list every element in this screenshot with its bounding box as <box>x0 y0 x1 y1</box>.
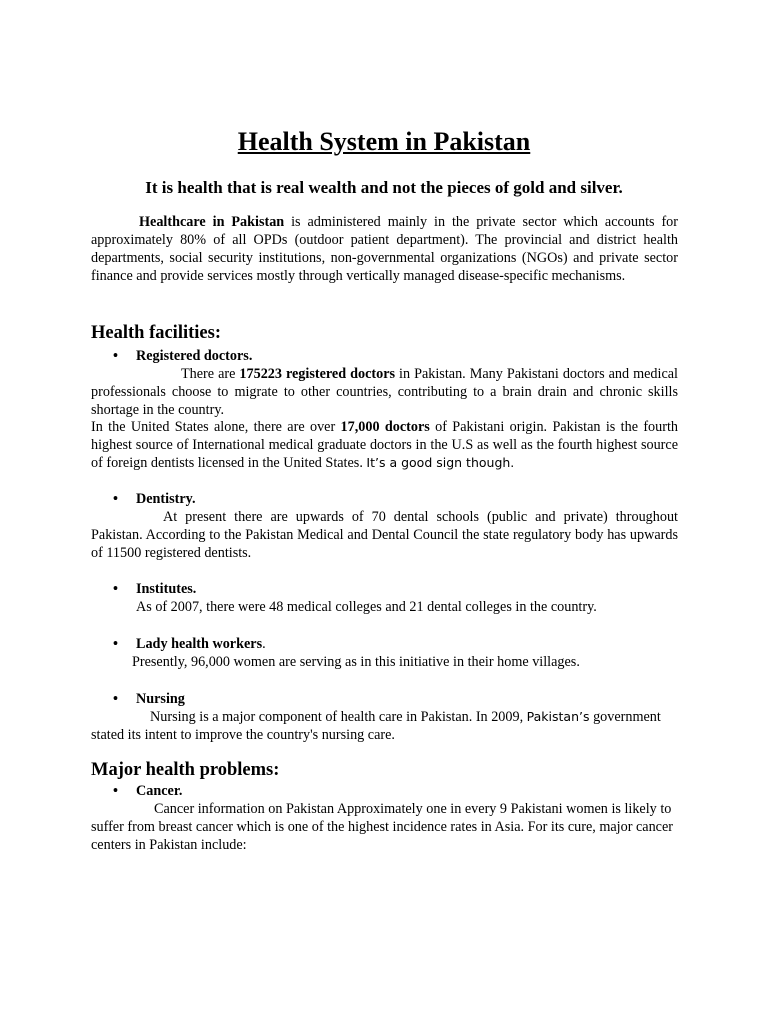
doctors-p2-b: of Pakistani origin. Pakistan is the fourth highest source of International medical graduate doctors in the U.S as well as the fourth highest source of foreign dentists licensed in the United States. <box>91 419 679 471</box>
nursing-paragraph <box>91 708 678 744</box>
doctors-p2-a: In the United States alone, there are over <box>91 419 341 435</box>
intro-paragraph <box>91 213 678 285</box>
bullet-label: Dentistry. <box>136 491 196 507</box>
bullet-cancer <box>113 782 182 800</box>
institutes-text: As of 2007, there were 48 medical colleges and 21 dental colleges in the country. <box>136 599 597 615</box>
bullet-icon: • <box>113 783 118 799</box>
bullet-nursing <box>113 690 185 708</box>
dentistry-paragraph: At present there are upwards of 70 dental schools (public and private) throughout Pakistan. According to the Pakistan Medical and Dental Council the state regulatory body has upwards of 11500 registered dentists. <box>91 509 678 561</box>
us-doctors-count: 17,000 doctors <box>340 419 430 435</box>
bullet-icon: • <box>113 581 118 597</box>
doctors-p1-a: There are <box>181 366 240 382</box>
bullet-icon: • <box>113 348 118 364</box>
bullet-icon: • <box>113 491 118 507</box>
bullet-label: Cancer. <box>136 783 183 799</box>
bullet-label: Institutes. <box>136 581 197 597</box>
bullet-label: Registered doctors. <box>136 348 253 364</box>
doctors-paragraph-2 <box>91 418 678 472</box>
bullet-label: Lady health workers <box>136 636 263 652</box>
major-health-problems-heading: Major health problems: <box>91 760 280 780</box>
intro-text: is administered mainly in the private sector which accounts for approximately 80% of all OPDs (outdoor patient department). The provincial and district health departments, social security institutions, non-governmental organizations (NGOs) and private sector finance and provide services mostly through vertically managed disease-specific mechanisms. <box>91 214 678 284</box>
bullet-dentistry <box>113 490 196 508</box>
page-title: Health System in Pakistan <box>237 127 531 156</box>
bullet-institutes <box>113 580 196 598</box>
bullet-icon: • <box>113 691 118 707</box>
cancer-paragraph: Cancer information on Pakistan Approximately one in every 9 Pakistani women is likely to suffer from breast cancer which is one of the highest incidence rates in Asia. For its cure, major cancer centers in Pakistan include: <box>91 801 673 853</box>
intro-lead: Healthcare in Pakistan <box>139 214 285 230</box>
nursing-sans: Pakistan’s <box>526 709 590 724</box>
bullet-registered-doctors <box>113 347 252 365</box>
health-facilities-heading: Health facilities: <box>91 323 221 343</box>
nursing-b: government stated its intent to improve the country's nursing care. <box>91 709 661 743</box>
doctors-p1-b: in Pakistan. Many Pakistani doctors and medical professionals choose to migrate to other countries, contributing to a brain drain and chronic skills shortage in the country. <box>91 366 678 418</box>
lhw-text: Presently, 96,000 women are serving as in this initiative in their home villages. <box>132 654 580 670</box>
doctors-paragraph-1 <box>91 365 678 419</box>
bullet-label: Nursing <box>136 691 185 707</box>
bullet-suffix: . <box>262 636 266 652</box>
nursing-a: Nursing is a major component of health care in Pakistan. In 2009, <box>150 709 527 725</box>
doctors-p2-sans: It’s a good sign though. <box>366 455 515 470</box>
bullet-lady-health-workers <box>113 635 266 653</box>
bullet-icon: • <box>113 636 118 652</box>
subtitle-quote: It is health that is real wealth and not the pieces of gold and silver. <box>145 178 623 197</box>
doctors-count: 175223 registered doctors <box>239 366 396 382</box>
